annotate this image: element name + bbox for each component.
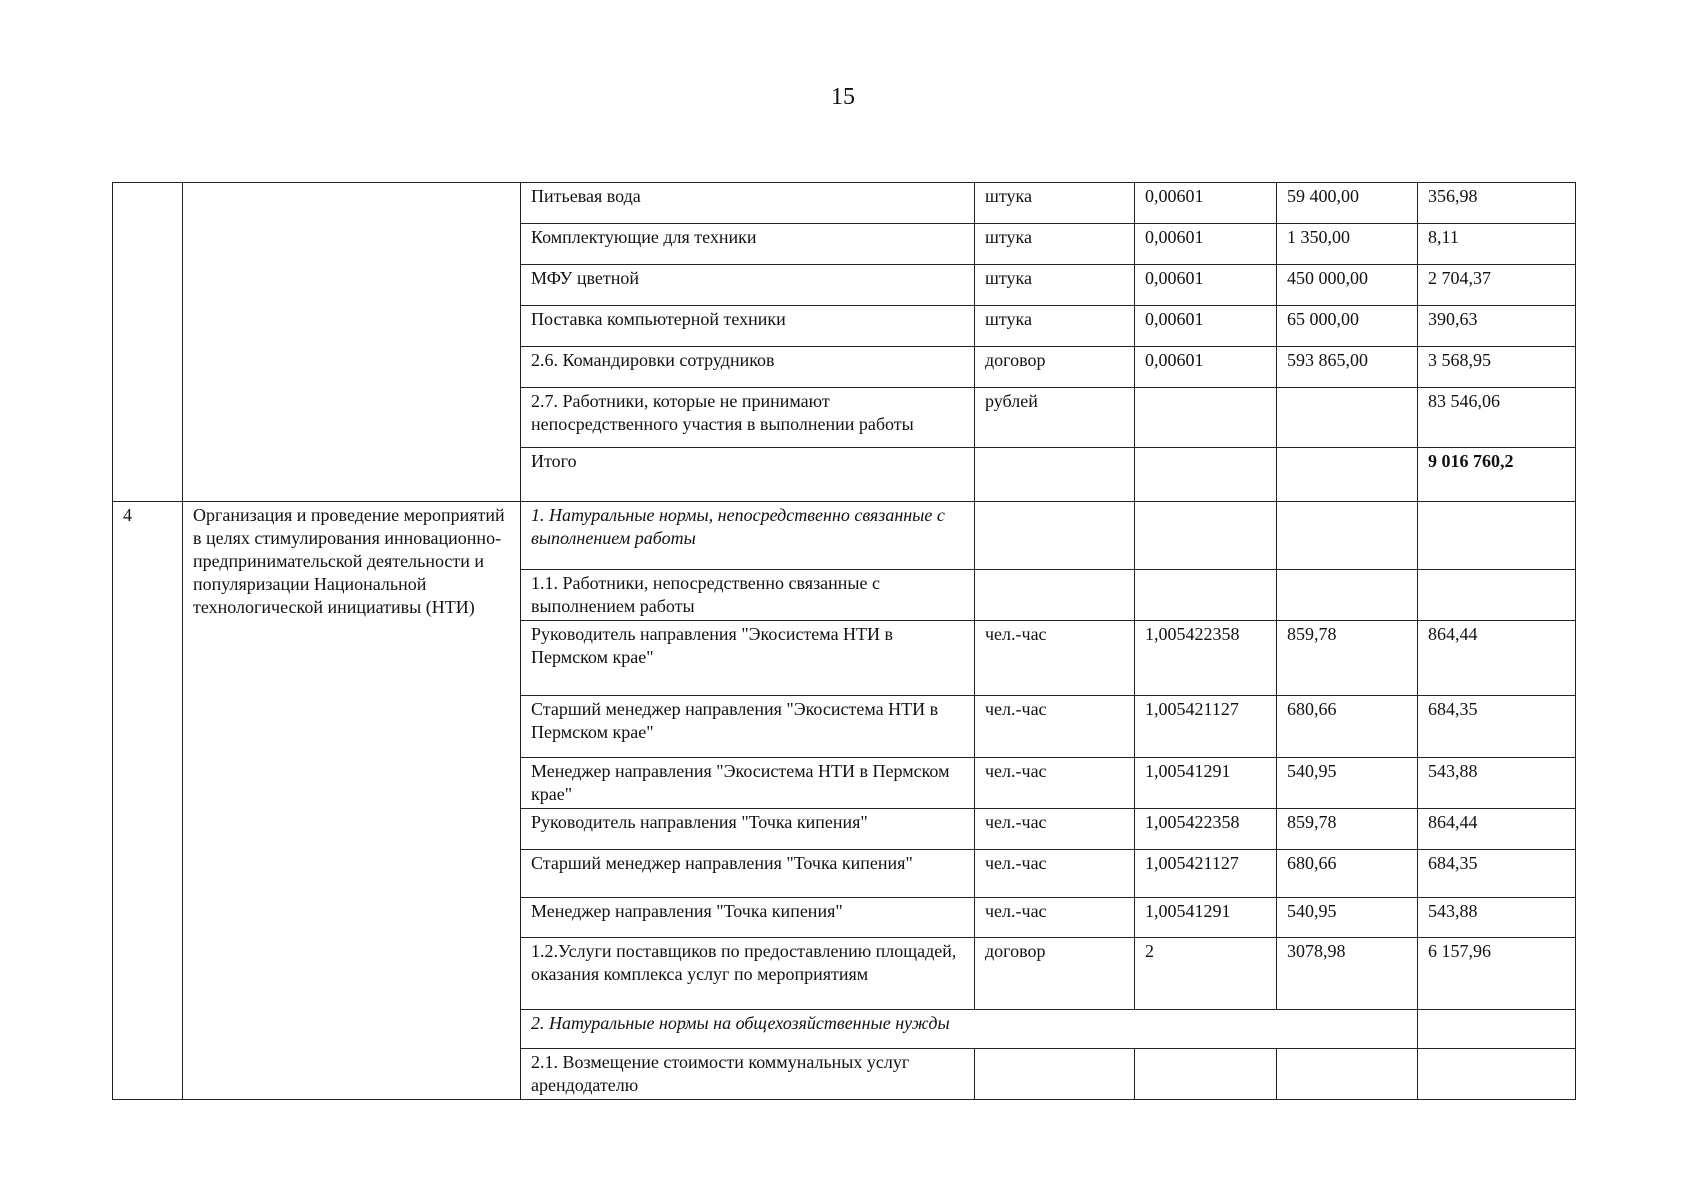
empty-cell [1418,502,1576,570]
empty-cell [975,1049,1135,1100]
item-price: 3078,98 [1277,938,1418,1010]
item-total: 543,88 [1418,898,1576,938]
item-norm: 2 [1135,938,1277,1010]
item-unit: штука [975,265,1135,306]
empty-cell [1418,1010,1576,1049]
item-total: 543,88 [1418,758,1576,809]
item-norm: 1,005422358 [1135,621,1277,696]
item-norm [1135,448,1277,502]
empty-cell [1277,570,1418,621]
item-price: 859,78 [1277,621,1418,696]
item-name: Старший менеджер направления "Точка кипения" [521,850,975,898]
item-unit: договор [975,938,1135,1010]
item-unit: чел.-час [975,809,1135,850]
cost-table [112,182,1576,1100]
item-total: 864,44 [1418,621,1576,696]
item-norm: 1,00541291 [1135,758,1277,809]
item-name: Поставка компьютерной техники [521,306,975,347]
item-price: 65 000,00 [1277,306,1418,347]
empty-number-cell [113,183,183,502]
item-total: 3 568,95 [1418,347,1576,388]
item-norm: 0,00601 [1135,306,1277,347]
item-name: МФУ цветной [521,265,975,306]
item-price: 540,95 [1277,758,1418,809]
item-name: Руководитель направления "Экосистема НТИ в Пермском крае" [521,621,975,696]
section-number: 4 [113,502,183,1100]
item-name: 1.2.Услуги поставщиков по предоставлению площадей, оказания комплекса услуг по мероприятиям [521,938,975,1010]
item-unit: чел.-час [975,850,1135,898]
item-name: 2.1. Возмещение стоимости коммунальных услуг арендодателю [521,1049,975,1100]
item-unit [975,448,1135,502]
subsection-header: 1. Натуральные нормы, непосредственно связанные с выполнением работы [521,502,975,570]
item-price [1277,388,1418,448]
item-unit: рублей [975,388,1135,448]
subsection-header: 2. Натуральные нормы на общехозяйственные нужды [521,1010,1418,1049]
item-name: Руководитель направления "Точка кипения" [521,809,975,850]
item-total: 864,44 [1418,809,1576,850]
item-name: Комплектующие для техники [521,224,975,265]
section-title: Организация и проведение мероприятий в целях стимулирования инновационно-предпринимательской деятельности и популяризации Национальной технологической инициативы (НТИ) [183,502,521,1100]
item-price: 593 865,00 [1277,347,1418,388]
item-unit: штука [975,183,1135,224]
total-value: 9 016 760,2 [1418,448,1576,502]
empty-cell [1277,502,1418,570]
item-total: 684,35 [1418,696,1576,758]
empty-cell [1418,1049,1576,1100]
page-number: 15 [831,84,855,110]
item-price: 1 350,00 [1277,224,1418,265]
item-name: 2.7. Работники, которые не принимают непосредственного участия в выполнении работы [521,388,975,448]
item-norm: 1,005421127 [1135,696,1277,758]
item-total: 6 157,96 [1418,938,1576,1010]
item-total: 356,98 [1418,183,1576,224]
item-norm: 1,00541291 [1135,898,1277,938]
item-norm: 1,005421127 [1135,850,1277,898]
item-price: 680,66 [1277,850,1418,898]
item-unit: чел.-час [975,621,1135,696]
item-name: Старший менеджер направления "Экосистема НТИ в Пермском крае" [521,696,975,758]
section-header-row [113,502,1576,570]
empty-cell [975,570,1135,621]
item-unit: штука [975,224,1135,265]
empty-title-cell [183,183,521,502]
item-price: 859,78 [1277,809,1418,850]
empty-cell [975,502,1135,570]
item-name: Питьевая вода [521,183,975,224]
item-norm: 1,005422358 [1135,809,1277,850]
empty-cell [1135,502,1277,570]
item-price: 59 400,00 [1277,183,1418,224]
table-row [113,183,1576,224]
subsection-label: 1.1. Работники, непосредственно связанные с выполнением работы [521,570,975,621]
item-unit: штука [975,306,1135,347]
item-name: Менеджер направления "Точка кипения" [521,898,975,938]
item-unit: чел.-час [975,758,1135,809]
empty-cell [1135,570,1277,621]
item-price: 680,66 [1277,696,1418,758]
empty-cell [1135,1049,1277,1100]
item-price: 540,95 [1277,898,1418,938]
item-norm: 0,00601 [1135,265,1277,306]
empty-cell [1277,1049,1418,1100]
item-total: 8,11 [1418,224,1576,265]
item-norm: 0,00601 [1135,224,1277,265]
empty-cell [1418,570,1576,621]
item-unit: чел.-час [975,696,1135,758]
total-label: Итого [521,448,975,502]
item-norm [1135,388,1277,448]
item-total: 390,63 [1418,306,1576,347]
item-unit: чел.-час [975,898,1135,938]
item-price: 450 000,00 [1277,265,1418,306]
item-total: 2 704,37 [1418,265,1576,306]
item-norm: 0,00601 [1135,183,1277,224]
item-name: 2.6. Командировки сотрудников [521,347,975,388]
item-price [1277,448,1418,502]
item-name: Менеджер направления "Экосистема НТИ в Пермском крае" [521,758,975,809]
item-unit: договор [975,347,1135,388]
item-total: 83 546,06 [1418,388,1576,448]
item-total: 684,35 [1418,850,1576,898]
item-norm: 0,00601 [1135,347,1277,388]
